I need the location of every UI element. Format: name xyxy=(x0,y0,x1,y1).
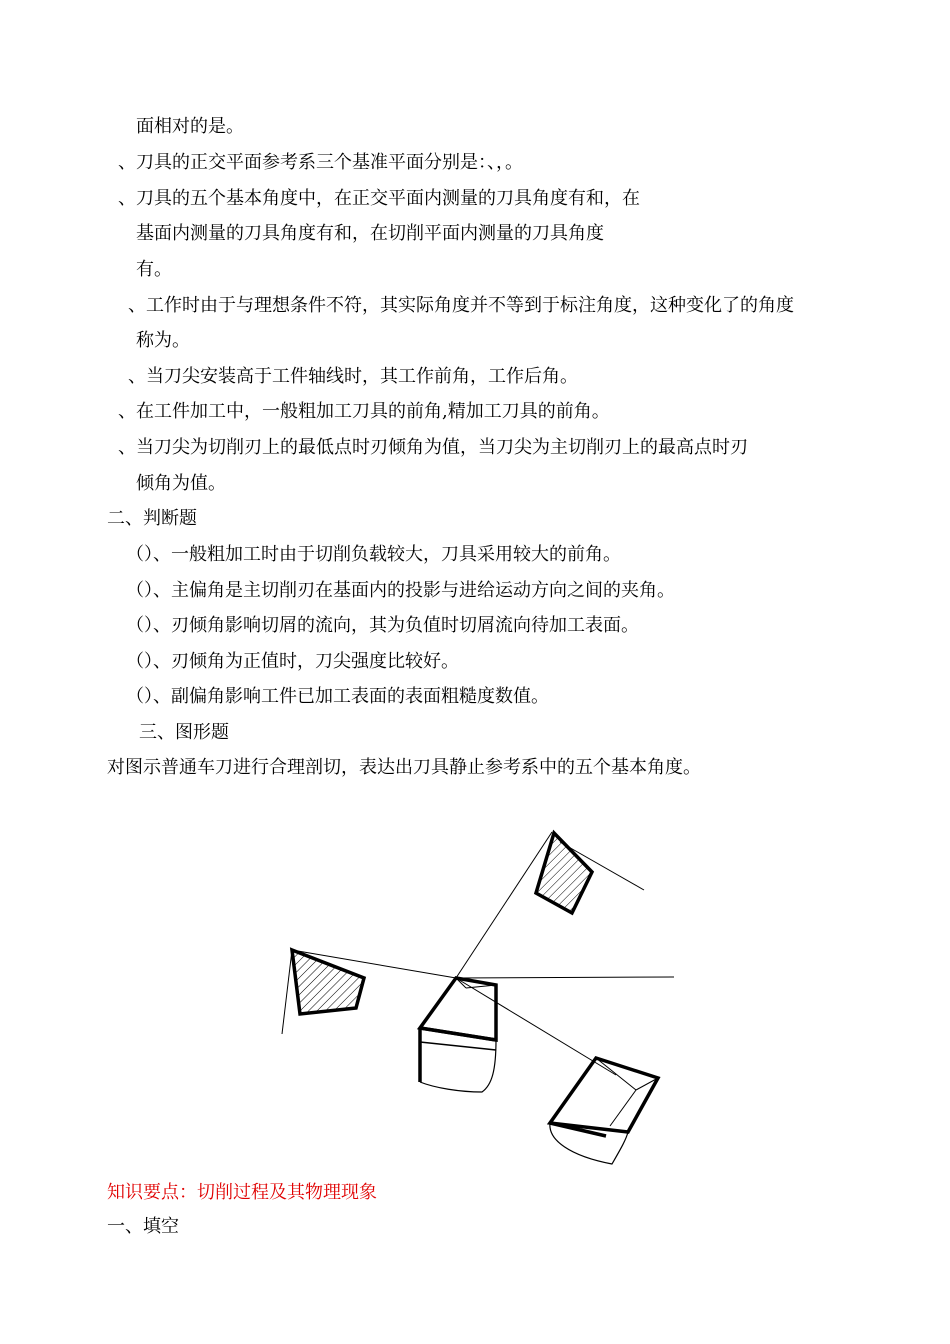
judgment-item-2: （）、主偏角是主切削刃在基面内的投影与进给运动方向之间的夹角。 xyxy=(126,580,675,601)
text-line-8: 、当刀尖安装高于工件轴线时，其工作前角，工作后角。 xyxy=(128,366,578,387)
text-line-2: 、刀具的正交平面参考系三个基准平面分别是：、，。 xyxy=(118,152,523,173)
judgment-item-3: （）、刃倾角影响切屑的流向，其为负值时切屑流向待加工表面。 xyxy=(126,615,639,636)
section-heading-figure: 三、图形题 xyxy=(139,722,229,743)
text-line-10: 、当刀尖为切削刃上的最低点时刃倾角为值，当刀尖为主切削刃上的最高点时刃 xyxy=(118,437,748,458)
knowledge-point-label: 知识要点：切削过程及其物理现象 xyxy=(107,1182,377,1203)
text-line-9: 、在工件加工中，一般粗加工刀具的前角,精加工刀具的前角。 xyxy=(118,401,610,422)
section-upper xyxy=(536,833,592,913)
judgment-item-4: （）、刃倾角为正值时，刀尖强度比较好。 xyxy=(126,651,459,672)
judgment-item-1: （）、一般粗加工时由于切削负载较大，刀具采用较大的前角。 xyxy=(126,544,621,565)
text-line-3: 、刀具的五个基本角度中，在正交平面内测量的刀具角度有和，在 xyxy=(118,188,640,209)
section-lower-right xyxy=(550,1058,658,1164)
text-line-4: 基面内测量的刀具角度有和，在切削平面内测量的刀具角度 xyxy=(136,223,604,244)
section-heading-fill-blank: 一、填空 xyxy=(107,1216,179,1237)
text-line-6: 、工作时由于与理想条件不符，其实际角度并不等到于标注角度，这种变化了的角度 xyxy=(128,295,794,316)
section-left xyxy=(292,950,364,1014)
judgment-item-5: （）、副偏角影响工件已加工表面的表面粗糙度数值。 xyxy=(126,686,549,707)
turning-tool-figure xyxy=(270,820,690,1170)
text-line-5: 有。 xyxy=(136,259,172,280)
text-line-1: 面相对的是。 xyxy=(136,116,244,137)
section-heading-judgment: 二、判断题 xyxy=(107,508,197,529)
figure-instruction: 对图示普通车刀进行合理剖切，表达出刀具静止参考系中的五个基本角度。 xyxy=(107,757,701,778)
text-line-11: 倾角为值。 xyxy=(136,473,226,494)
text-line-7: 称为。 xyxy=(136,330,190,351)
